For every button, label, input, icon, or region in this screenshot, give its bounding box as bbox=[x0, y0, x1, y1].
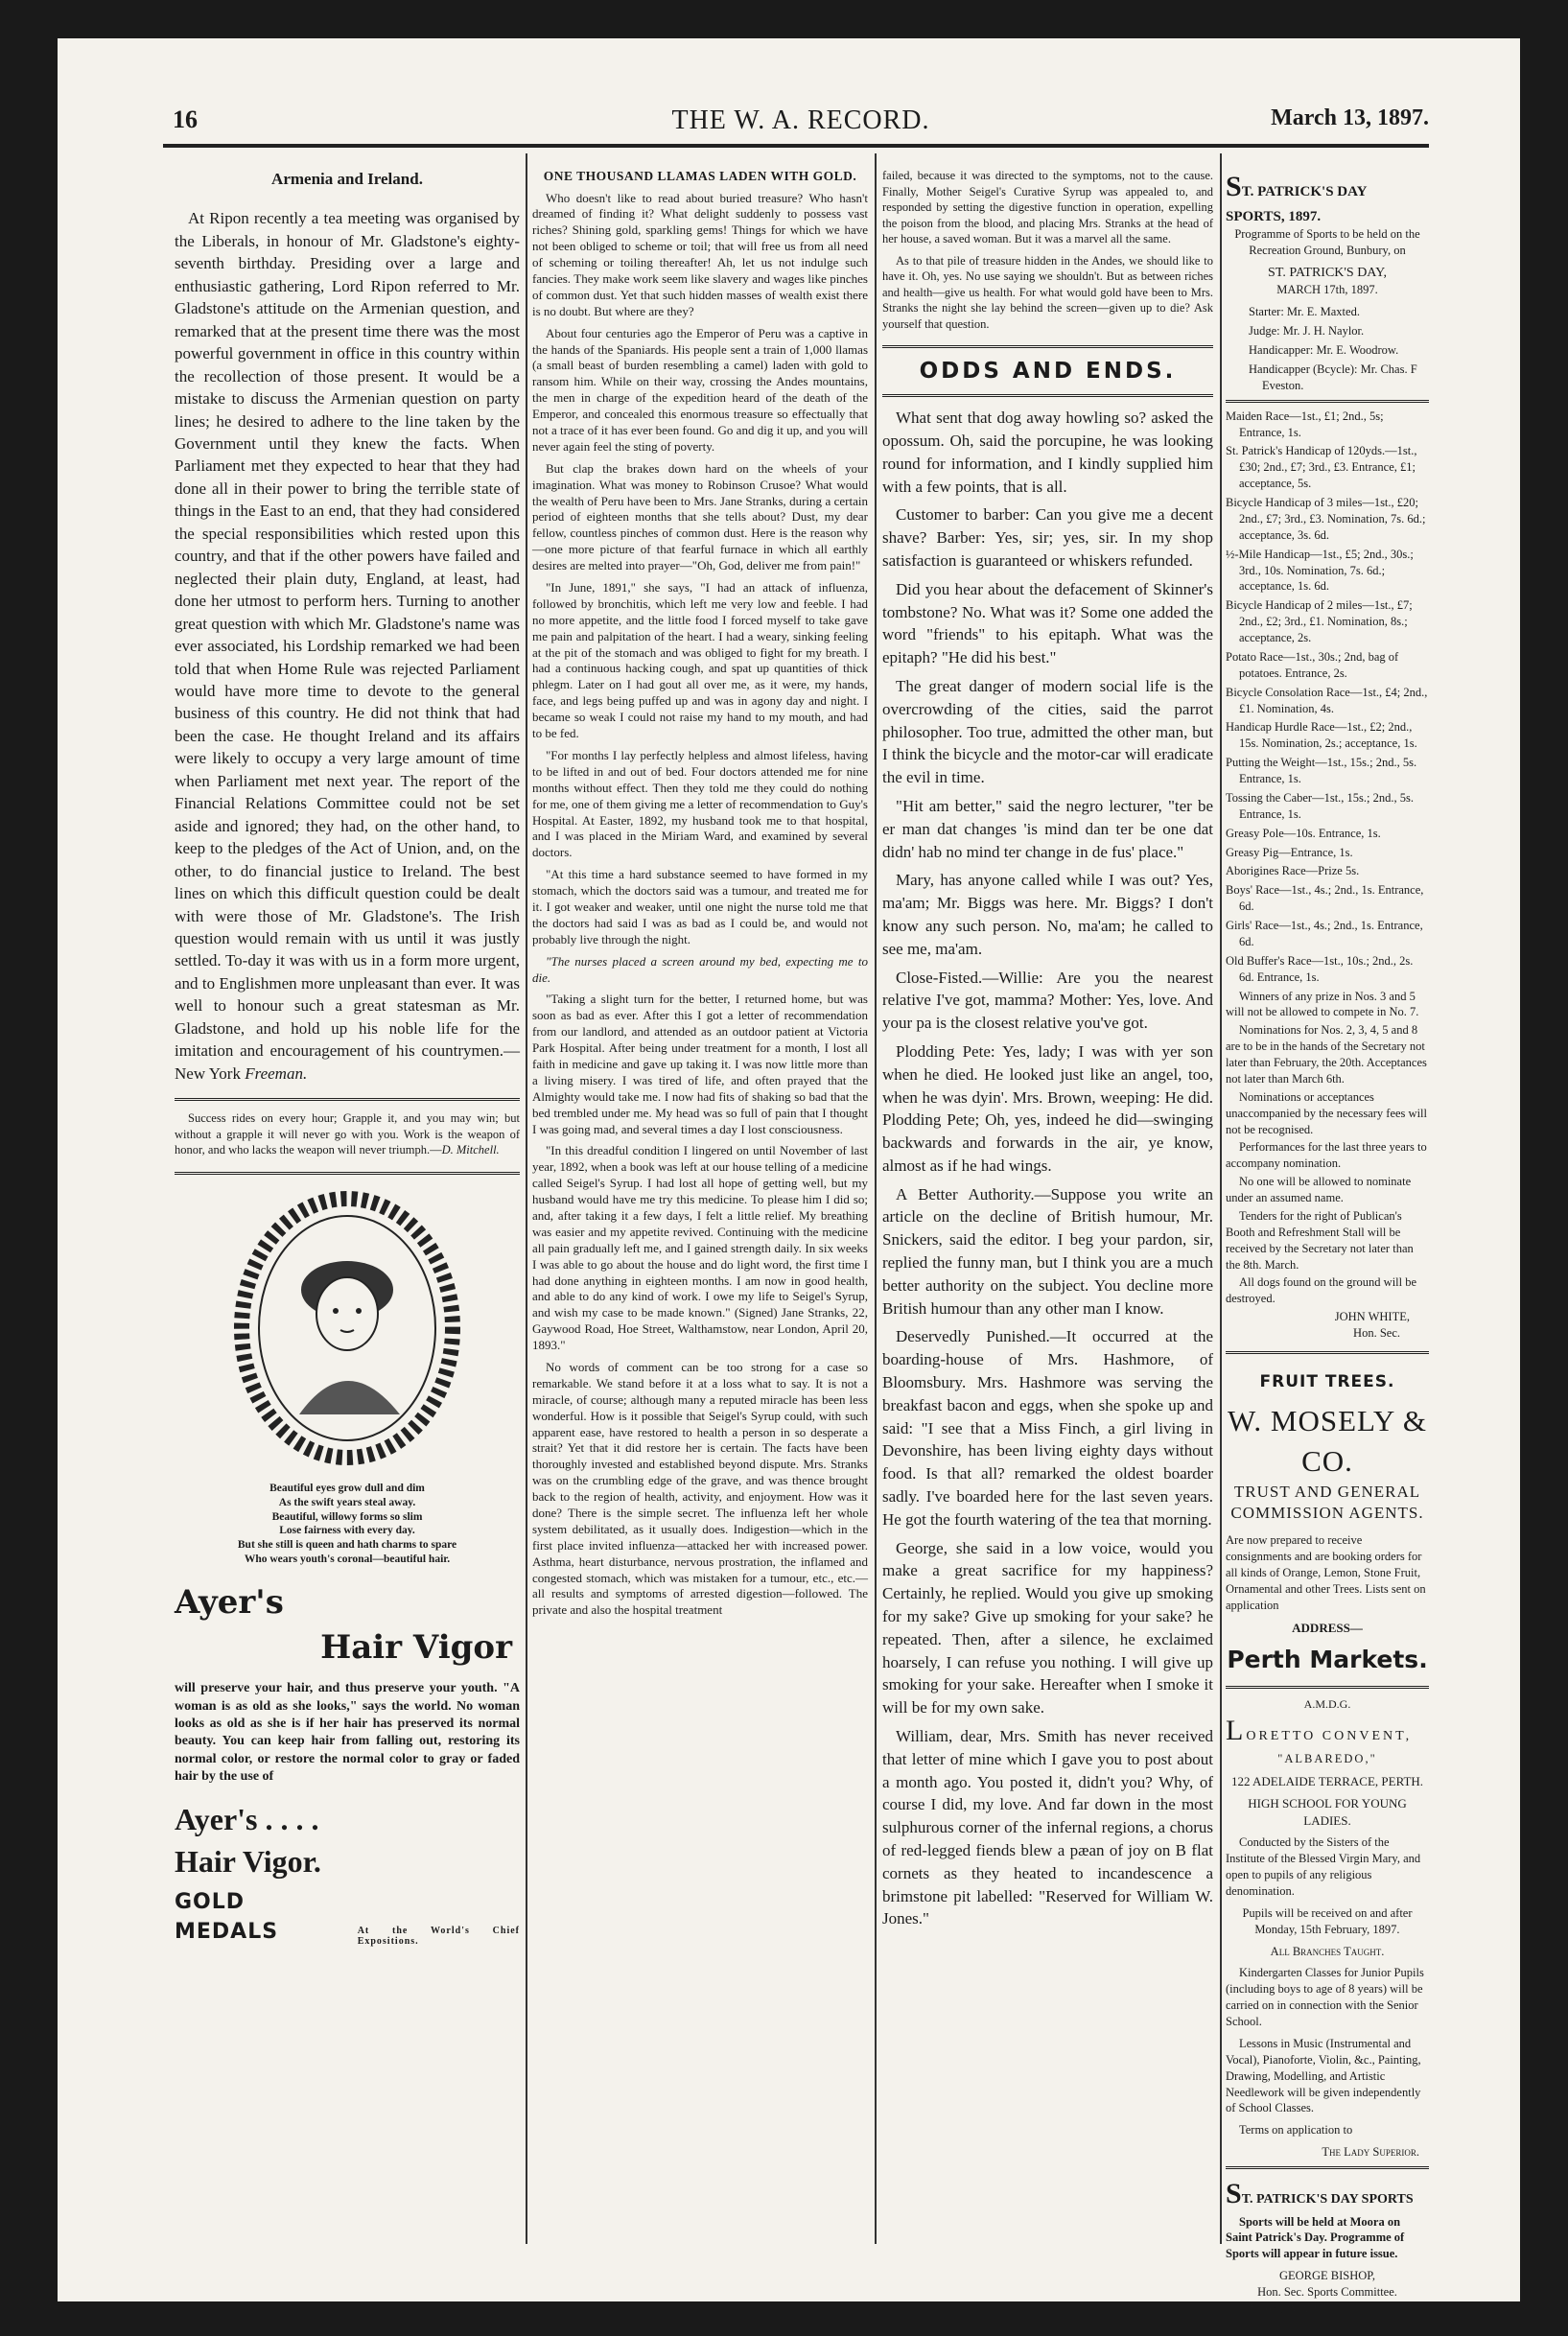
event: Greasy Pole—10s. Entrance, 1s. bbox=[1226, 826, 1381, 840]
convent-address: 122 ADELAIDE TERRACE, PERTH. bbox=[1230, 1773, 1424, 1788]
bishop-name: GEORGE BISHOP, bbox=[1278, 2269, 1375, 2283]
official: Handicapper: Mr. E. Woodrow. bbox=[1249, 343, 1399, 358]
brand-hair-vigor-footer: Hair Vigor. bbox=[175, 1844, 321, 1880]
paragraph: Who doesn't like to read about buried treasure? Who hasn't dreamed of finding it? What delight suddenly to possess vast riches? Shining gold, sparkling gems! Things for which we have not been obliged to scheme or toil; that will free us from all need of scheming or toiling thereafter! Ah, let us not indulge such fancies. They make work seem like slavery and wages like pinches of common dust. Yet that such hidden masses of wealth exist there is no doubt. But where are they? bbox=[532, 190, 868, 318]
paragraph: A Better Authority.—Suppose you write an article on the decline of British humour, Mr. Snickers, said the editor. I beg your pardon, sir, replied the funny man, but I think you are a much better authority on the subject. You decline more British humour than any other man I know. bbox=[882, 1184, 1213, 1318]
note: Tenders for the right of Publican's Booth and Refreshment Stall will be received by the Secretary not later than the 8th. March. bbox=[1226, 1208, 1414, 1272]
event: Greasy Pig—Entrance, 1s. bbox=[1226, 845, 1353, 859]
convent-heading: LORETTO CONVENT, bbox=[1226, 1715, 1413, 1747]
brand-ayers: Ayer's bbox=[175, 1583, 284, 1623]
paragraph: About four centuries ago the Emperor of Peru was a captive in the hands of the Spaniards. His people sent a train of 1,000 llamas (a small beast of burden resembling a camel) laden with gold to ransom him. While on their way, crossing the Andes mountains, the men in charge of the expedition heard of the death of the Emperor, and concealed this enormous treasure so effectually that not a trace of it has ever been found. Go and dig it up, and you will never again feel the sting of poverty. bbox=[532, 325, 868, 454]
note: No one will be allowed to nominate under an assumed name. bbox=[1226, 1175, 1412, 1205]
page-number: 16 bbox=[173, 105, 198, 133]
separator bbox=[1226, 1351, 1429, 1354]
column-notices bbox=[1226, 168, 1429, 2317]
paragraph: No words of comment can be too strong for a case so remarkable. We stand before it at a loss what to say. It is not a miracle, of course; although many a reputed miracle has been less wonderful. How is it possible that Seigel's Syrup could, with such apparent ease, have restored to health a person in so desperate a strait? Yet that it did restore her is certain. The facts have been thoroughly invested and established beyond dispute. Mrs. Stranks was on the crumbling edge of the grave, and was thence brought back to the region of health, activity, and enjoyment. How was it done? There is the simple secret. The influenza left her whole system debilitated, as it usually does. Indigestion—which in the first place invited influenza—attacked her with increased power. Asthma, heart disturbance, nervous prostration, the inflamed and congested stomach, which was mistaken for a tumour, etc., etc.—all results and symptoms of arrested digestion—followed. The private and also the hospital treatment bbox=[532, 1360, 868, 1618]
paragraph: "In this dreadful condition I lingered on until November of last year, 1892, when a book was left at our house telling of a medicine called Seigel's Syrup. I had lost all hope of getting well, but my husband would have me try this medicine. To please him I did so; and, after taking it a few days, I felt a little relief. My breathing was easier and my appetite revived. Continuing with the medicine all pain gradually left me, and I gained strength daily. In six weeks I was able to go about the house and do light word, the first time I had done anything in eighteen months. I am now in good health, and able to do any kind of work. I owe my life to Seigel's Syrup, and wish my case to be made known." (Signed) Jane Stranks, 22, Gaywood Road, Hoe Street, Walthamstow, near London, April 20, 1893." bbox=[532, 1143, 868, 1353]
official: Handicapper (Bcycle): Mr. Chas. F Eveston. bbox=[1249, 362, 1417, 392]
lady-superior: The Lady Superior. bbox=[1322, 2145, 1419, 2160]
brand-ayers-footer: Ayer's . . . . bbox=[175, 1801, 319, 1836]
note: Nominations or acceptances unaccompanied by the necessary fees will not be recognised. bbox=[1226, 1089, 1427, 1136]
convent-school: HIGH SCHOOL FOR YOUNG LADIES. bbox=[1248, 1796, 1407, 1828]
separator bbox=[1226, 2166, 1429, 2169]
sports-heading: ST. PATRICK'S DAY SPORTS, 1897. bbox=[1226, 171, 1367, 224]
convent-branches: All Branches Taught. bbox=[1270, 1944, 1385, 1958]
event: Handicap Hurdle Race—1st., £2; 2nd., 15s. Nomination, 2s.; acceptance, 1s. bbox=[1226, 720, 1417, 751]
page-header bbox=[173, 105, 1429, 144]
column-llamas bbox=[532, 168, 868, 1624]
mosely-trust: TRUST AND GENERAL bbox=[1233, 1482, 1421, 1501]
paragraph: "The nurses placed a screen around my bed, expecting me to die. bbox=[532, 953, 868, 985]
moora-sports-heading: ST. PATRICK'S DAY SPORTS bbox=[1226, 2178, 1414, 2210]
moora-sports-body: Sports will be held at Moora on Saint Patrick's Day. Programme of Sports will appear in future issue. bbox=[1226, 2214, 1405, 2261]
paragraph: "In June, 1891," she says, "I had an attack of influenza, followed by bronchitis, which left me very low and feeble. I had no more appetite, and the little food I forced myself to take gave me pain and palpitation of the heart. I had a weary, sinking feeling at the pit of the stomach and was obliged to fight for my breath. I had a continuous hacking cough, and spat up quantities of thick phlegm. Later on I had gout all over me, as it were, my hands, face, and legs being puffed up and was in agony day and night. I became so weak I could not raise my hand to my mouth, and had to be fed. bbox=[532, 580, 868, 741]
event: Bicycle Consolation Race—1st., £4; 2nd., £1. Nomination, 4s. bbox=[1226, 685, 1428, 715]
column-rule bbox=[526, 153, 527, 2244]
paragraph: Did you hear about the defacement of Skinner's tombstone? No. What was it? Some one added the word "friends" to his epitaph. What was the epitaph? "He did his best." bbox=[882, 579, 1213, 667]
woman-portrait-illustration bbox=[208, 1184, 486, 1472]
paragraph: William, dear, Mrs. Smith has never received that letter of mine which I gave you to post about a month ago. You posted it, didn't you? Why, of course I did, my love. And far down in the most sulphurous corner of the infernal regions, a chorus of red-legged fiends blew a pæan of joy on B flat cornets as they heated to incandescence a brimstone pit labelled: "Reserved for William W. Jones." bbox=[882, 1727, 1213, 1928]
fruit-body: Are now prepared to receive consignments and are booking orders for all kinds of Orange, Lemon, Stone Fruit, Ornamental and other Trees. Lists sent on application bbox=[1226, 1533, 1426, 1612]
event: Potato Race—1st., 30s.; 2nd, bag of potatoes. Entrance, 2s. bbox=[1226, 649, 1399, 680]
column-rule bbox=[875, 153, 877, 2244]
paragraph: As to that pile of treasure hidden in the Andes, we should like to have it. Oh, yes. No use saying we shouldn't. But as between riches and health—give us health. For what would gold have been to Mrs. Stranks the night she lay behind the screen—given up to die? Ask yourself that question. bbox=[882, 253, 1213, 331]
perth-markets: Perth Markets. bbox=[1227, 1646, 1428, 1674]
secretary-name: JOHN WHITE, bbox=[1334, 1310, 1410, 1324]
secretary-title: Hon. Sec. bbox=[1353, 1326, 1400, 1341]
sports-programme: Programme of Sports to be held on the Recreation Ground, Bunbury, on bbox=[1234, 226, 1420, 257]
paragraph: Plodding Pete: Yes, lady; I was with yer son when he died. He looked just like an angel, too, when he was dyin'. Mrs. Brown, weeping: He did. Plodding Pete; Oh, yes, indeed he did—swinging backwards and forwards in the air, ye know, almost as if he had wings. bbox=[882, 1041, 1213, 1175]
mosely-commission: COMMISSION AGENTS. bbox=[1230, 1504, 1424, 1523]
event: ½-Mile Handicap—1st., £5; 2nd., 30s.; 3rd., 10s. Nomination, 7s. 6d.; acceptance, 1s. 6d. bbox=[1226, 547, 1414, 594]
paragraph: Customer to barber: Can you give me a decent shave? Barber: Yes, sir; yes, sir. In my shop satisfaction is guaranteed or whiskers refunded. bbox=[882, 505, 1213, 570]
column-rule bbox=[1220, 153, 1222, 2244]
event: Tossing the Caber—1st., 15s.; 2nd., 5s. Entrance, 1s. bbox=[1226, 790, 1414, 821]
event: St. Patrick's Handicap of 120yds.—1st., £30; 2nd., £7; 3rd., £3. Entrance, £1; acceptance, 5s. bbox=[1226, 444, 1417, 491]
separator bbox=[1226, 400, 1429, 403]
sports-date: MARCH 17th, 1897. bbox=[1276, 283, 1378, 297]
ad-poem: Beautiful eyes grow dull and dim As the swift years steal away. Beautiful, willowy forms so slim Lose fairness with every day. But she still is queen and hath charms to spare Who wears youth's coronal—beautiful hair. bbox=[237, 1482, 457, 1566]
bishop-title: Hon. Sec. Sports Committee. bbox=[1257, 2285, 1397, 2300]
gold-medals: GOLD MEDALS At the World's Chief Expositions. bbox=[175, 1890, 520, 1947]
event: Boys' Race—1st., 4s.; 2nd., 1s. Entrance, 6d. bbox=[1226, 883, 1424, 914]
convent-lessons: Lessons in Music (Instrumental and Vocal), Pianoforte, Violin, &c., Painting, Drawing, Modelling, and Artistic Needlework will be given independently of School Classes. bbox=[1226, 2036, 1421, 2115]
amdg: A.M.D.G. bbox=[1303, 1697, 1351, 1712]
paragraph: George, she said in a low voice, would you make a great sacrifice for my happiness? Certainly, he replied. Would you give up smoking for my sake? Give up smoking for your sake? he repeated. Then, after a silence, he exclaimed hoarsely, I can refuse you nothing. I will give up smoking for your sake. Hereafter when I smoke it will be for my own sake. bbox=[882, 1538, 1213, 1717]
paragraph: "Hit am better," said the negro lecturer, "ter be er man dat changes 'is mind dan ter be one dat didn' hab no mind ter change in de fus' place." bbox=[882, 796, 1213, 861]
paragraph: But clap the brakes down hard on the wheels of your imagination. What was money to Robinson Crusoe? What would the wealth of Peru have been to Mrs. Jane Stranks, during a certain period of eighteen months that she tells about? Dust, my dear fellow, countless pinches of common dust. Here is the reason why—one more picture of that fearful furnace in which all earthly desires are melted into prayer—"Oh, God, deliver me from pain!" bbox=[532, 460, 868, 573]
paragraph: "Taking a slight turn for the better, I returned home, but was soon as bad as ever. After this I got a letter of recommendation from our landlord, and attended as an outdoor patient at Victoria Park Hospital. After being under treatment for a month, I lost all faith in medicine and gave up taking it. I was now little more than a living misery. I was tired of life, and often prayed that the Almighty would take me. I now had fits of shaking so bad that the bed trembled under me. My head was so full of pain that I thought I was going mad, and several times a day I lost consciousness. bbox=[532, 992, 868, 1136]
official: Starter: Mr. E. Maxted. bbox=[1249, 305, 1360, 319]
convent-conducted: Conducted by the Sisters of the Institute of the Blessed Virgin Mary, and open to pupils of any religious denomination. bbox=[1226, 1835, 1421, 1898]
event: Bicycle Handicap of 2 miles—1st., £7; 2nd., £2; 3rd., £1. Nomination, 8s.; acceptance, 2s. bbox=[1226, 598, 1413, 645]
paragraph: Deservedly Punished.—It occurred at the boarding-house of Mrs. Hashmore, of Bloomsbury. Mrs. Hashmore was serving the breakfast bacon and eggs, when she spoke up and said: "I see that a Miss Finch, a girl living in Devonshire, has been living eighty days without food. Is that all? remarked the oldest boarder sadly. I've boarded here for the last seven years. He got the fourth watering of the tea that morning. bbox=[882, 1327, 1213, 1529]
note: All dogs found on the ground will be destroyed. bbox=[1226, 1275, 1417, 1306]
fruit-trees-heading: FRUIT TREES. bbox=[1259, 1371, 1395, 1391]
event: Bicycle Handicap of 3 miles—1st., £20; 2nd., £7; 3rd., £3. Nomination, 7s. 6d.; acceptance, 3s. 6d. bbox=[1226, 496, 1426, 542]
event: Aborigines Race—Prize 5s. bbox=[1226, 864, 1360, 878]
address-label: ADDRESS— bbox=[1292, 1620, 1363, 1635]
ayers-advertisement bbox=[175, 1184, 520, 1947]
event: Maiden Race—1st., £1; 2nd., 5s; Entrance, 1s. bbox=[1226, 409, 1384, 439]
article-title: ONE THOUSAND LLAMAS LADEN WITH GOLD. bbox=[543, 169, 857, 183]
paragraph: What sent that dog away howling so? asked the opossum. Oh, said the porcupine, he was looking round for information, and I kindly supplied him with a few points, that is all. bbox=[882, 409, 1213, 496]
convent-kindergarten: Kindergarten Classes for Junior Pupils (including boys to age of 8 years) will be carried on in connection with the Senior School. bbox=[1226, 1966, 1424, 2029]
paragraph: "At this time a hard substance seemed to have formed in my stomach, which the doctors said was a tumour, and treated me for it. I got weaker and weaker, until one night the nurse told me that the doctors had said I was as bad as I could be, and would not probably live through the night. bbox=[532, 867, 868, 946]
note: Nominations for Nos. 2, 3, 4, 5 and 8 are to be in the hands of the Secretary not later than February, the 20th. Acceptances not later than March 6th. bbox=[1226, 1023, 1427, 1086]
event: Putting the Weight—1st., 15s.; 2nd., 5s. Entrance, 1s. bbox=[1226, 756, 1417, 786]
event: Girls' Race—1st., 4s.; 2nd., 1s. Entrance, 6d. bbox=[1226, 919, 1423, 948]
separator bbox=[1226, 1686, 1429, 1689]
moora-place: Moora, W.A. bbox=[1249, 2301, 1312, 2315]
ad-copy: will preserve your hair, and thus preserve your youth. "A woman is as old as she looks," says the world. No woman looks as old as she is if her hair has preserved its normal beauty. You can keep hair from falling out, restoring its normal color, or restore the normal color to gray or faded hair by the use of bbox=[175, 1681, 520, 1785]
paragraph: Close-Fisted.—Willie: Are you the nearest relative I've got, mamma? Mother: Yes, love. And your pa is the closest relative you've got. bbox=[882, 968, 1213, 1033]
convent-terms: Terms on application to bbox=[1239, 2123, 1353, 2137]
paragraph: "For months I lay perfectly helpless and almost lifeless, having to be lifted in and out of bed. Four doctors attended me for nine months without effect. Then they told me they could do nothing for me, one of them giving me a letter of recommendation to Guy's Hospital. At Easter, 1892, my husband took me to that hospital, and I was placed in the Miriam Ward, and examined by several doctors. bbox=[532, 747, 868, 860]
paragraph: failed, because it was directed to the symptoms, not to the cause. Finally, Mother Seigel's Curative Syrup was appealed to, and responded by setting the digestive function in operation, expelling the poison from the blood, and placing Mrs. Stranks at the head of her house, a saved woman. But it was a marvel all the same. bbox=[882, 169, 1213, 245]
note: Performances for the last three years to accompany nomination. bbox=[1226, 1140, 1427, 1171]
convent-name: "ALBAREDO," bbox=[1277, 1751, 1377, 1765]
convent-pupils: Pupils will be received on and after Monday, 15th February, 1897. bbox=[1242, 1905, 1413, 1936]
column-odds-and-ends bbox=[882, 168, 1213, 1936]
article-title: Armenia and Ireland. bbox=[271, 170, 423, 188]
event: Old Buffer's Race—1st., 10s.; 2nd., 2s. 6d. Entrance, 1s. bbox=[1226, 953, 1414, 984]
separator bbox=[175, 1098, 520, 1101]
separator bbox=[175, 1172, 520, 1175]
sports-day: ST. PATRICK'S DAY, bbox=[1268, 265, 1387, 280]
quote: Success rides on every hour; Grapple it, and you may win; but without a grapple it will never go with you. Work is the weapon of honor, and who lacks the weapon will never triumph.—D. Mitchell. bbox=[175, 1111, 520, 1157]
newspaper-title: THE W. A. RECORD. bbox=[671, 105, 930, 135]
issue-date: March 13, 1897. bbox=[1271, 105, 1429, 130]
header-rule bbox=[163, 144, 1429, 148]
mosely-name: W. MOSELY & CO. bbox=[1228, 1403, 1427, 1478]
brand-hair-vigor: Hair Vigor bbox=[320, 1628, 512, 1668]
section-title: ODDS AND ENDS. bbox=[882, 345, 1213, 397]
paragraph: The great danger of modern social life is the overcrowding of the cities, said the parrot philosopher. Too true, admitted the other man, but I think the bicycle and the motor-car will eradicate the evil in time. bbox=[882, 676, 1213, 787]
official: Judge: Mr. J. H. Naylor. bbox=[1249, 324, 1365, 339]
column-armenia bbox=[175, 168, 520, 1947]
article-body: At Ripon recently a tea meeting was organised by the Liberals, in honour of Mr. Gladstone's eighty-seventh birthday. Presiding over a large and enthusiastic gathering, Lord Ripon referred to Mr. Gladstone's attitude on the Armenian question, and remarked that at the present time there was the most powerful government in office in this country within the recollection of those present. It would be a mistake to discuss the Armenian question on party lines; he desired to adhere to the line taken by the Government until they knew the facts. When Parliament met they expected to hear that they had done all in their power to bring the terrible state of things in the East to an end, that they had considered the special responsibilities which rested upon this country, and that if the other powers have failed and neglected their plain duty, England, at least, had done her utmost to perform hers. Turning to another great question with which Mr. Gladstone's name was ever associated, his Lordship remarked we had been told that when Home Rule was rejected Parliament would have more time to devote to the general business of this country. He did not think that had been the case. He thought Ireland and its affairs were likely to occupy a very large amount of time when Parliament met next year. The report of the Financial Relations Committee could not be set aside and ignored; they had, on the other hand, to keep to the pledges of the Act of Union, and, on the other, to do financial justice to Ireland. The best lines on which this difficult question could be dealt with were those of Mr. Gladstone's. The Irish question would remain with us until it was justly settled. To-day it was with us in a form more urgent, and to Englishmen more unpleasant than ever. It was well to honour such a great statesman as Mr. Gladstone, and hold up his noble life for the imitation and encouragement of his countrymen.—New York Freeman. bbox=[175, 209, 520, 1083]
paragraph: Mary, has anyone called while I was out? Yes, ma'am; Mr. Biggs was here. Mr. Biggs? I don't know any such person. No, ma'am; he called to see me, ma'am. bbox=[882, 871, 1213, 958]
note: Winners of any prize in Nos. 3 and 5 will not be allowed to compete in No. 7. bbox=[1226, 989, 1419, 1019]
